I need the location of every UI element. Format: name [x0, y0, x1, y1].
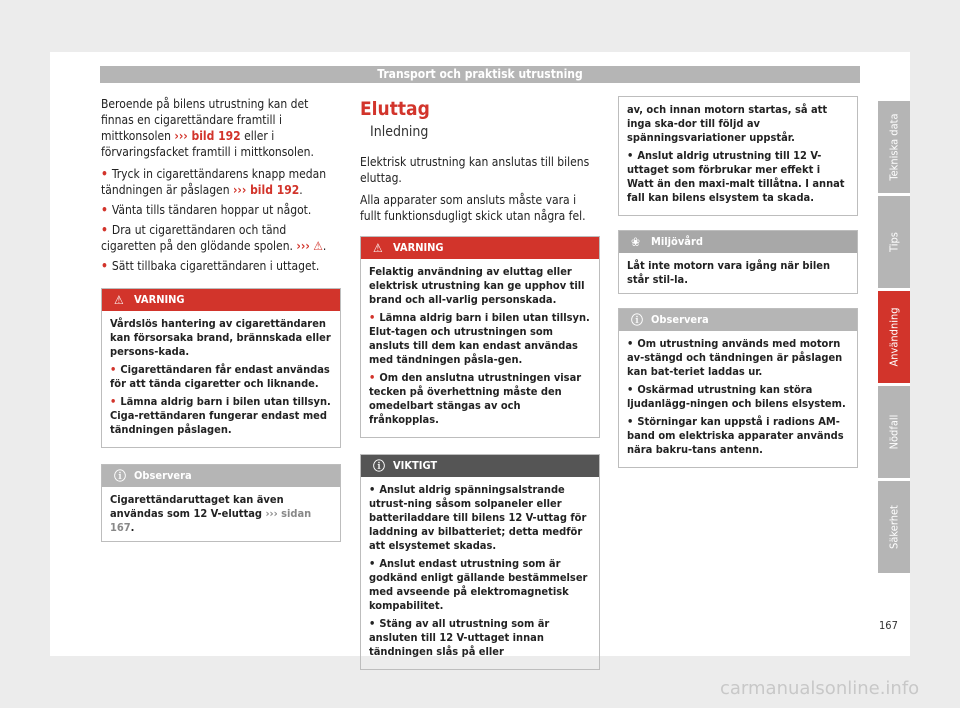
- column-3: [618, 96, 858, 468]
- list-item: • Lämna aldrig barn i bilen utan tillsyn. Elut-tagen och utrustningen som ansluts till dem kan endast användas med tändningen påsla-gen.: [369, 311, 590, 366]
- flower-icon: ❀: [631, 235, 641, 249]
- note-body: [619, 331, 857, 467]
- note-box: [618, 308, 858, 468]
- section-subtitle: Inledning: [370, 124, 429, 140]
- bullet-icon: •: [369, 371, 376, 384]
- note-header: ⓘ Observera: [619, 309, 857, 331]
- warning-lead: Vårdslös hantering av cigarettändaren kan försorsaka brand, brännskada eller persons-kada.: [110, 317, 331, 358]
- bullet-icon: •: [627, 337, 634, 350]
- steps-list: [101, 166, 341, 274]
- list-item: • Oskärmad utrustning kan störa ljudanlägg-ningen och bilens elsystem.: [627, 383, 846, 410]
- list-item: • Vänta tills tändaren hoppar ut något.: [101, 203, 312, 217]
- info-icon: ⓘ: [631, 313, 644, 327]
- warning-box: [360, 236, 600, 438]
- bullet-icon: •: [101, 203, 108, 217]
- note-header: ⓘ Observera: [102, 465, 340, 487]
- warning-triangle-icon: ⚠: [373, 241, 383, 255]
- bullet-icon: •: [110, 395, 117, 408]
- list-item: • Dra ut cigarettändaren och tänd cigaretten på den glödande spolen. ››› ⚠.: [101, 223, 327, 253]
- intro-text-a: Beroende på bilens utrustning kan det finnas en cigarettändare framtill i mittkonsolen: [101, 97, 309, 143]
- warning-header: ⚠ VARNING: [361, 237, 599, 259]
- figure-link[interactable]: ››› bild 192: [232, 183, 300, 197]
- continued-text: av, och innan motorn startas, så att inga ska-dor till följd av spänningsvariationer uppstår.: [627, 103, 828, 144]
- exclamation-icon: ⓘ: [373, 459, 386, 473]
- chapter-tabs: [878, 101, 910, 576]
- bullet-icon: •: [101, 259, 108, 273]
- list-item: • Om utrustning används med motorn av-stängd och tändningen är påslagen kan bat-teriet laddas ur.: [627, 337, 843, 378]
- info-icon: ⓘ: [114, 469, 127, 483]
- warning-box: [101, 288, 341, 448]
- bullet-icon: •: [369, 557, 376, 570]
- warning-header: ⚠ VARNING: [102, 289, 340, 311]
- figure-link[interactable]: ››› bild 192: [174, 129, 241, 143]
- list-item: • Cigarettändaren får endast användas för att tända cigaretter och liknande.: [110, 363, 330, 390]
- list-item: • Anslut aldrig utrustning till 12 V-uttaget som förbrukar mer effekt i Watt än den maxi-malt tillåtna. I annat fall kan bilens elsystem ta skada.: [627, 149, 845, 204]
- bullet-icon: •: [369, 617, 376, 630]
- list-item: • Lämna aldrig barn i bilen utan tillsyn. Ciga-rettändaren fungerar endast med tändningen påslagen.: [110, 395, 331, 436]
- column-2: [360, 96, 600, 670]
- list-item: • Stäng av all utrustning som är ansluten till 12 V-uttaget innan tändningen slås på eller: [369, 617, 550, 658]
- note-box: [101, 464, 341, 542]
- important-box: [360, 454, 600, 670]
- tab-nodfall[interactable]: Nödfall: [878, 386, 910, 478]
- bullet-icon: •: [627, 149, 634, 162]
- important-continued-box: [618, 96, 858, 216]
- list-item: • Tryck in cigarettändarens knapp medan tändningen är påslagen ››› bild 192.: [101, 167, 327, 197]
- warning-link[interactable]: ›››: [296, 239, 310, 253]
- warning-triangle-icon: ⚠: [313, 239, 323, 253]
- intro-paragraph: [101, 96, 341, 160]
- tab-tips[interactable]: Tips: [878, 196, 910, 288]
- bullet-icon: •: [110, 363, 117, 376]
- warning-triangle-icon: ⚠: [114, 293, 124, 307]
- environment-header: ❀ Miljövård: [619, 231, 857, 253]
- bullet-icon: •: [627, 415, 634, 428]
- important-body: [361, 477, 599, 669]
- watermark: carmanualsonline.info: [720, 678, 920, 699]
- page-link[interactable]: ››› sidan 167: [110, 507, 312, 534]
- bullet-icon: •: [369, 311, 376, 324]
- warning-body: [102, 311, 340, 447]
- list-item: • Störningar kan uppstå i radions AM-band om elektriska apparater används nära bakru-tans antenn.: [627, 415, 844, 456]
- warning-lead: Felaktig användning av eluttag eller elektrisk utrustning kan ge upphov till brand och all-varlig personskada.: [369, 265, 585, 306]
- section-title: Eluttag: [360, 98, 430, 120]
- paragraph: Alla apparater som ansluts måste vara i fullt funktionsdugligt skick utan några fel.: [360, 193, 586, 223]
- tab-anvandning[interactable]: Användning: [878, 291, 910, 383]
- bullet-icon: •: [101, 223, 108, 237]
- environment-body: Låt inte motorn vara igång när bilen står stil-la.: [627, 259, 831, 286]
- list-item: • Sätt tillbaka cigarettändaren i uttaget.: [101, 259, 320, 273]
- list-item: • Anslut endast utrustning som är godkänd enligt gällande bestämmelser med avseende på elektromagnetisk kompabilitet.: [369, 557, 588, 612]
- note-body: Cigarettändaruttaget kan även användas som 12 V-eluttag ››› sidan 167.: [110, 493, 312, 534]
- list-item: • Om den anslutna utrustningen visar tecken på överhettning måste den omedelbart stängas av och frånkopplas.: [369, 371, 582, 426]
- important-header: ⓘ VIKTIGT: [361, 455, 599, 477]
- column-1: [101, 96, 341, 542]
- intro-text-b: eller i förvaringsfacket framtill i mittkonsolen.: [101, 129, 314, 159]
- bullet-icon: •: [369, 483, 376, 496]
- important-continued-body: [619, 97, 857, 215]
- environment-box: [618, 230, 858, 294]
- paragraph: Elektrisk utrustning kan anslutas till bilens eluttag.: [360, 155, 590, 185]
- tab-tekniska-data[interactable]: Tekniska data: [878, 101, 910, 193]
- warning-body: [361, 259, 599, 437]
- section-header: Transport och praktisk utrustning: [100, 66, 860, 83]
- bullet-icon: •: [627, 383, 634, 396]
- list-item: • Anslut aldrig spänningsalstrande utrust-ning såsom solpaneler eller batteriladdare till bilens 12 V-uttag för laddning av bilbatteriet; detta medför att elsystemet skadas.: [369, 483, 587, 552]
- page-number: 167: [879, 619, 898, 632]
- bullet-icon: •: [101, 167, 108, 181]
- tab-sakerhet[interactable]: Säkerhet: [878, 481, 910, 573]
